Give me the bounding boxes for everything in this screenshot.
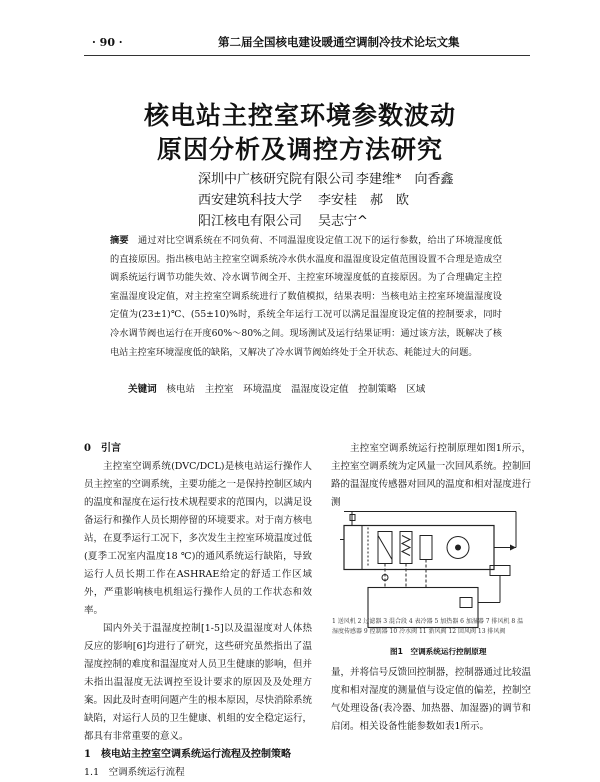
keywords-label: 关键词	[128, 384, 157, 395]
humidifier	[420, 536, 432, 560]
right-paragraph-1: 主控室空调系统运行控制原理如图1所示，主控室空调系统为定风量一次回风系统。控制回路的温湿度传感器对回风的温度和相对湿度进行测	[331, 443, 531, 508]
supply-arrow	[510, 545, 516, 551]
abstract-label: 摘要	[110, 235, 129, 246]
author-names-3: 吴志宁^	[318, 214, 368, 229]
paper-title-line2: 原因分析及调控方法研究	[156, 135, 443, 164]
ahu-casing	[344, 526, 494, 570]
right-paragraph-2: 量，并将信号反馈回控制器，控制器通过比较温度和相对湿度的测量值与设定值的偏差，控制空气处理设备(表冷器、加热器、加湿器)的调节和启闭。相关设备性能参数如表1所示。	[331, 667, 531, 732]
keywords	[128, 381, 425, 395]
figure-legend: 1 送风机 2 过滤器 3 混合段 4 表冷器 5 加热器 6 加湿器 7 排风机 8 温湿度传感器 9 控制器 10 冷水阀 11 新风阀 12 回风阀 13 排风阀	[332, 618, 524, 635]
author-names-2: 李安桂 郝 欧	[318, 193, 410, 208]
author-org-3: 阳江核电有限公司	[198, 214, 303, 229]
abstract	[110, 232, 502, 362]
cooling-coil-hatch	[378, 536, 392, 560]
th-sensor	[460, 598, 472, 608]
page-number: · 90 ·	[92, 36, 123, 49]
heater-element	[402, 536, 410, 556]
author-org-1: 深圳中广核研究院有限公司	[198, 172, 355, 187]
section-1-1-title: 1.1 空调系统运行流程	[84, 767, 185, 778]
keywords-text: 核电站 主控室 环境温度 温湿度设定值 控制策略 区域	[166, 384, 426, 395]
figure-caption: 图1 空调系统运行控制原理	[390, 647, 487, 656]
controller	[490, 566, 510, 576]
right-column-bottom	[331, 664, 531, 736]
header-rule	[84, 55, 530, 56]
abstract-text: 通过对比空调系统在不同负荷、不同温湿度设定值工况下的运行参数，给出了环境湿度低的直接原因。指出核电站主控室空调系统冷水供水温度和温湿度设定值范围设置不合理是造成空调系统运行调节功能失效、冷水调节阀全开、主控室环境湿度低的直接原因。为了合理确定主控室温湿度设定值，对主控室空调系统进行了数值模拟，结果表明：当核电站主控室环境温湿度设定值为(23±1)℃、(55±10)%时，系统全年运行工况可以满足温湿度设定值的控制要求，同时冷水调节阀也运行在开度60%～80%之间。现场测试及运行结果证明：通过该方法，既解决了核电站主控室环境湿度低的缺陷，又解决了冷水调节阀始终处于全开状态、耗能过大的问题。	[110, 235, 503, 358]
paper-title-line1: 核电站主控室环境参数波动	[143, 101, 456, 130]
author-org-2: 西安建筑科技大学	[198, 193, 303, 208]
author-names-1: 李建维* 向香鑫	[356, 172, 454, 187]
running-title: 第二届全国核电建设暖通空调制冷技术论坛文集	[218, 35, 460, 49]
supply-fan-hub	[455, 545, 461, 551]
intro-paragraph-2: 国内外关于温湿度控制[1-5]以及温湿度对人体热反应的影响[6]均进行了研究，这些研究虽然指出了温湿度控制的难度和温湿度对人员卫生健康的影响，但并未指出温湿度无法调控至设计要求的原因及及处理方案。因此及时查明问题产生的根本原因，尽快消除系统缺陷，对运行人员的卫生健康、机组的安全稳定运行，都具有非常重要的意义。	[84, 623, 313, 742]
section-1-title: 1 核电站主控室空调系统运行流程及控制策略	[84, 749, 291, 760]
section-0-title: 0 引言	[84, 443, 121, 454]
intro-paragraph-1: 主控室空调系统(DVC/DCL)是核电站运行操作人员主控室的空调系统，主要功能之一是保持控制区域内的温度和湿度在运行技术规程要求的范围内，以满足设备运行和操作人员长期停留的环境要求。对于南方核电站，在夏季运行工况下，多次发生主控室环境温度过低(夏季工况室内温度18 ℃)的通风系统运行缺陷，导致运行人员长期工作在ASHRAE给定的舒适工作区域外，严重影响核电机组运行操作人员的工作状态和效率。	[84, 461, 313, 616]
left-column	[84, 440, 312, 782]
